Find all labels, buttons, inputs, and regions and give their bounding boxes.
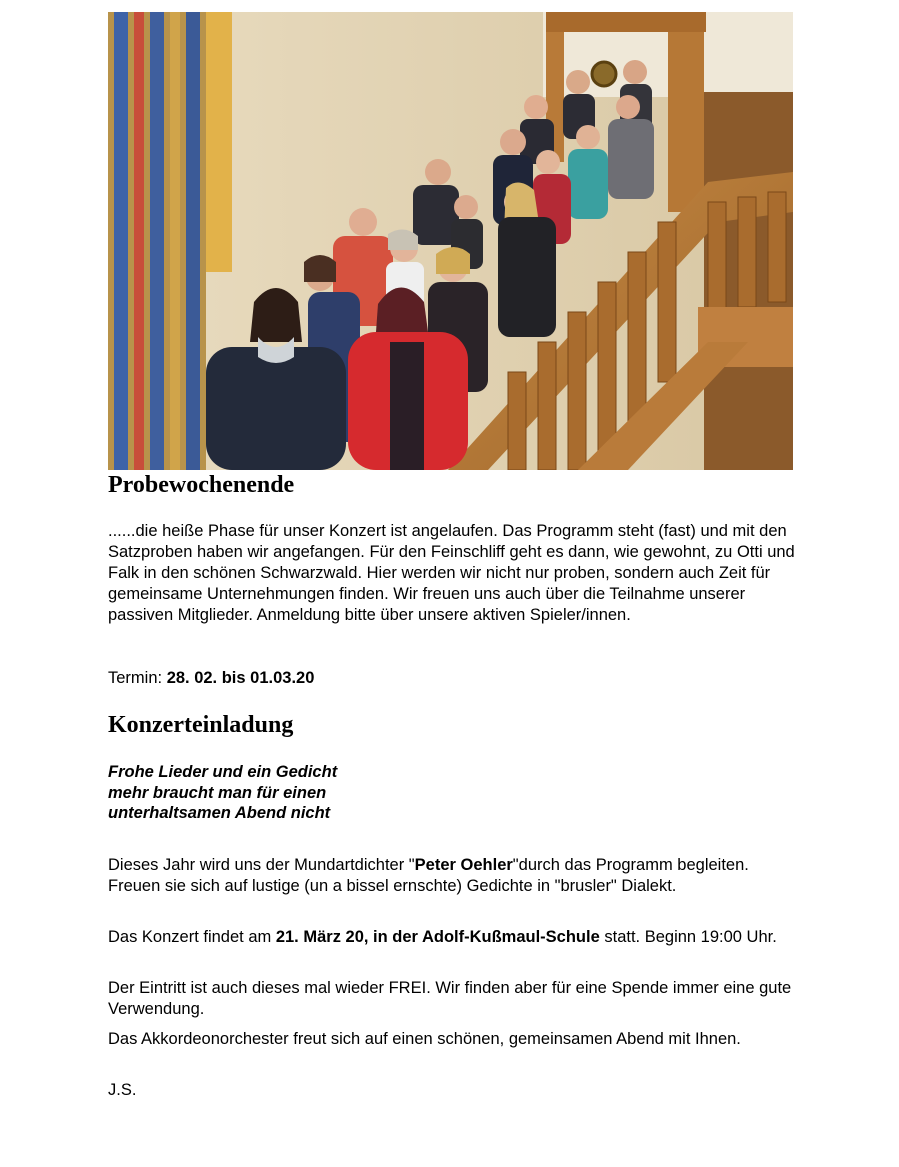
oehler-paragraph [108, 855, 798, 897]
section-title-probewochenende: Probewochenende [108, 472, 295, 498]
termin-value: 28. 02. bis 01.03.20 [166, 669, 315, 687]
section-title-konzerteinladung: Konzerteinladung [108, 712, 294, 738]
entry-paragraph: Der Eintritt ist auch dieses mal wieder FREI. Wir finden aber für eine Spende immer eine gute Verwendung. [108, 979, 792, 1018]
poem-line: unterhaltsamen Abend nicht [108, 804, 331, 822]
text-part: statt. Beginn 19:00 Uhr. [599, 928, 777, 946]
text-part: Das Konzert findet am [108, 928, 276, 946]
probewochenende-paragraph: ......die heiße Phase für unser Konzert ist angelaufen. Das Programm steht (fast) und mit den Satzproben haben wir angefangen. Für den Feinschliff geht es dann, wie gewohnt, zu Otti und Falk in den schönen Schwarzwald. Hier werden wir nicht nur proben, sondern auch Zeit für gemeinsame Unternehmungen finden. Wir freuen uns auch über die Teilnahme unserer passiven Mitglieder. Anmeldung bitte über unsere aktiven Spieler/innen. [108, 522, 795, 624]
concert-date-venue: 21. März 20, in der Adolf-Kußmaul-Schule [275, 928, 600, 946]
concert-date-paragraph [108, 927, 798, 948]
group-photo [108, 12, 793, 470]
closing-paragraph: Das Akkordeonorchester freut sich auf einen schönen, gemeinsamen Abend mit Ihnen. [108, 1030, 741, 1048]
text-part: "durch das Programm begleiten. Freuen sie sich auf lustige (un a bissel ernschte) Gedichte in "brusler" Dialekt. [108, 856, 749, 895]
poem-line: Frohe Lieder und ein Gedicht [108, 763, 338, 781]
termin-line [108, 668, 798, 689]
poem [108, 762, 337, 824]
text-part: Dieses Jahr wird uns der Mundartdichter " [108, 856, 415, 874]
poet-name: Peter Oehler [414, 856, 513, 874]
signature: J.S. [108, 1081, 137, 1099]
poem-line: mehr braucht man für einen [108, 783, 327, 802]
termin-label: Termin: [108, 669, 167, 687]
